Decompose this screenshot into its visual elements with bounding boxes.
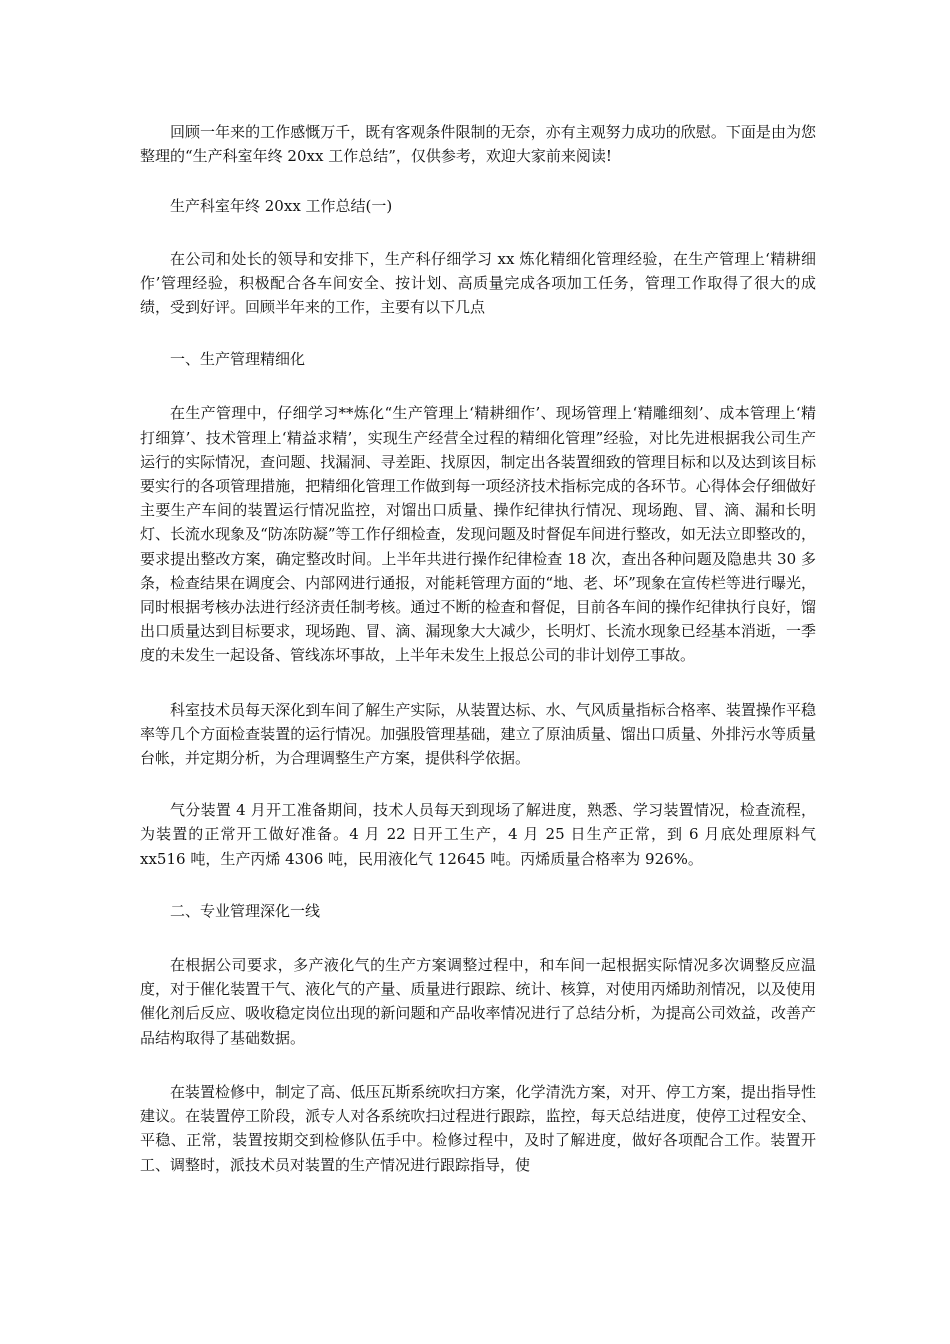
document-title: 生产科室年终 20xx 工作总结(一)	[170, 197, 393, 216]
document-page	[140, 120, 816, 1177]
section-heading-2: 二、专业管理深化一线	[170, 901, 321, 920]
lpg-adjustment-paragraph: 在根据公司要求，多产液化气的生产方案调整过程中，和车间一起根据实际情况多次调整反应温度，对于催化装置干气、液化气的产量、质量进行跟踪、统计、核算，对使用丙烯助剂情况，以及使用催化剂后反应、吸收稳定岗位出现的新问题和产品收率情况进行了总结分析，为提高公司效益，改善产品结构取得了基础数据。	[140, 956, 816, 1047]
gas-separation-paragraph: 气分装置 4 月开工准备期间，技术人员每天到现场了解进度，熟悉、学习装置情况，检查流程，为装置的正常开工做好准备。4 月 22 日开工生产，4 月 25 日生产正常，到 6 月底处理原料气 xx516 吨，生产丙烯 4306 吨，民用液化气 12645 吨。丙烯质量合格率为 926%。	[140, 801, 816, 868]
section-heading-1: 一、生产管理精细化	[170, 350, 306, 369]
technician-paragraph: 科室技术员每天深化到车间了解生产实际，从装置达标、水、气风质量指标合格率、装置操作平稳率等几个方面检查装置的运行情况。加强股管理基础，建立了原油质量、馏出口质量、外排污水等质量台帐，并定期分析，为合理调整生产方案，提供科学依据。	[140, 700, 816, 768]
maintenance-paragraph: 在装置检修中，制定了高、低压瓦斯系统吹扫方案，化学清洗方案，对开、停工方案，提出指导性建议。在装置停工阶段，派专人对各系统吹扫过程进行跟踪，监控，每天总结进度，使停工过程安全、平稳、正常，装置按期交到检修队伍手中。检修过程中，及时了解进度，做好各项配合工作。装置开工、调整时，派技术员对装置的生产情况进行跟踪指导，使	[140, 1082, 816, 1174]
overview-paragraph: 在公司和处长的领导和安排下，生产科仔细学习 xx 炼化精细化管理经验，在生产管理上‘精耕细作’管理经验，积极配合各车间安全、按计划、高质量完成各项加工任务，管理工作取得了很大的成绩，受到好评。回顾半年来的工作，主要有以下几点	[140, 249, 816, 317]
intro-paragraph: 回顾一年来的工作感慨万千，既有客观条件限制的无奈，亦有主观努力成功的欣慰。下面是由为您整理的“生产科室年终 20xx 工作总结”，仅供参考，欢迎大家前来阅读!	[140, 123, 816, 166]
production-management-paragraph: 在生产管理中，仔细学习**炼化“生产管理上‘精耕细作’、现场管理上‘精雕细刻’、成本管理上‘精打细算’、技术管理上‘精益求精’，实现生产经营全过程的精细化管理”经验，对比先进根据我公司生产运行的实际情况，查问题、找漏洞、寻差距、找原因，制定出各装置细致的管理目标和以及达到该目标要实行的各项管理措施，把精细化管理工作做到每一项经济技术指标完成的各环节。心得体会仔细做好主要生产车间的装置运行情况监控，对馏出口质量、操作纪律执行情况、现场跑、冒、滴、漏和长明灯、长流水现象及“防冻防凝”等工作仔细检查，发现问题及时督促车间进行整改，如无法立即整改的，要求提出整改方案，确定整改时间。上半年共进行操作纪律检查 18 次，查出各种问题及隐患共 30 多条，检查结果在调度会、内部网进行通报，对能耗管理方面的“地、老、坏”现象在宣传栏等进行曝光，同时根据考核办法进行经济责任制考核。通过不断的检查和督促，目前各车间的操作纪律执行良好，馏出口质量达到目标要求，现场跑、冒、滴、漏现象大大减少，长明灯、长流水现象已经基本消逝，一季度的未发生一起设备、管线冻坏事故，上半年未发生上报总公司的非计划停工事故。	[140, 404, 816, 665]
